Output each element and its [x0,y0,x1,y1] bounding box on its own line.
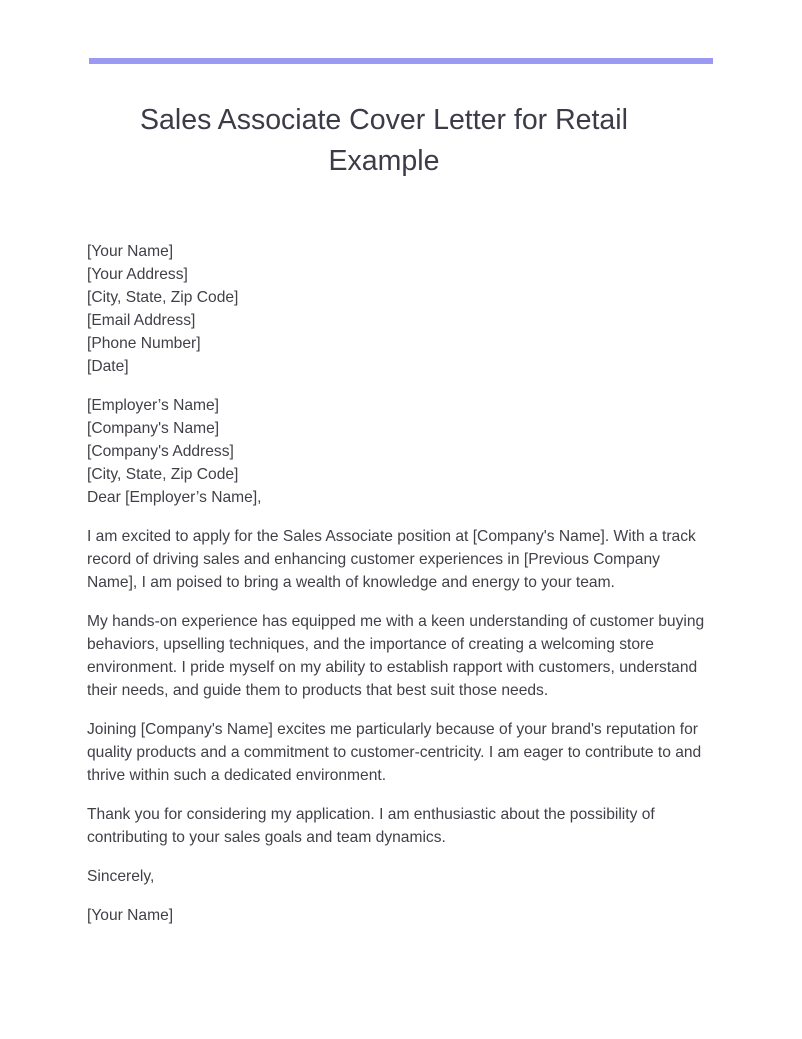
recipient-block [87,394,707,509]
body-paragraph-4: Thank you for considering my application. I am enthusiastic about the possibility of contributing to your sales goals and team dynamics. [87,806,655,846]
recipient-city-state-zip: [City, State, Zip Code] [87,466,239,483]
sender-block [87,240,707,378]
top-accent-bar [89,58,713,64]
body-paragraph-2: My hands-on experience has equipped me with a keen understanding of customer buying behaviors, upselling techniques, and the importance of creating a welcoming store environment. I pride myself on my ability to establish rapport with customers, understand their needs, and guide them to products that best suit those needs. [87,613,705,699]
signature: [Your Name] [87,907,174,924]
sender-phone: [Phone Number] [87,335,201,352]
sender-name: [Your Name] [87,243,174,260]
recipient-company: [Company's Name] [87,420,220,437]
body-paragraph-1: I am excited to apply for the Sales Associate position at [Company's Name]. With a track record of driving sales and enhancing customer experiences in [Previous Company Name], I am poised to bring a wealth of knowledge and energy to your team. [87,528,696,591]
closing: Sincerely, [87,868,155,885]
recipient-address: [Company's Address] [87,443,234,460]
sender-city-state-zip: [City, State, Zip Code] [87,289,239,306]
sender-address: [Your Address] [87,266,188,283]
recipient-name: [Employer’s Name] [87,397,220,414]
page-title: Sales Associate Cover Letter for Retail Example [140,104,628,177]
sender-email: [Email Address] [87,312,196,329]
letter-date: [Date] [87,358,129,375]
letter-body [87,240,707,927]
salutation: Dear [Employer’s Name], [87,489,262,506]
body-paragraph-3: Joining [Company's Name] excites me particularly because of your brand's reputation for quality products and a commitment to customer-centricity. I am eager to contribute to and thrive within such a dedicated environment. [87,721,702,784]
